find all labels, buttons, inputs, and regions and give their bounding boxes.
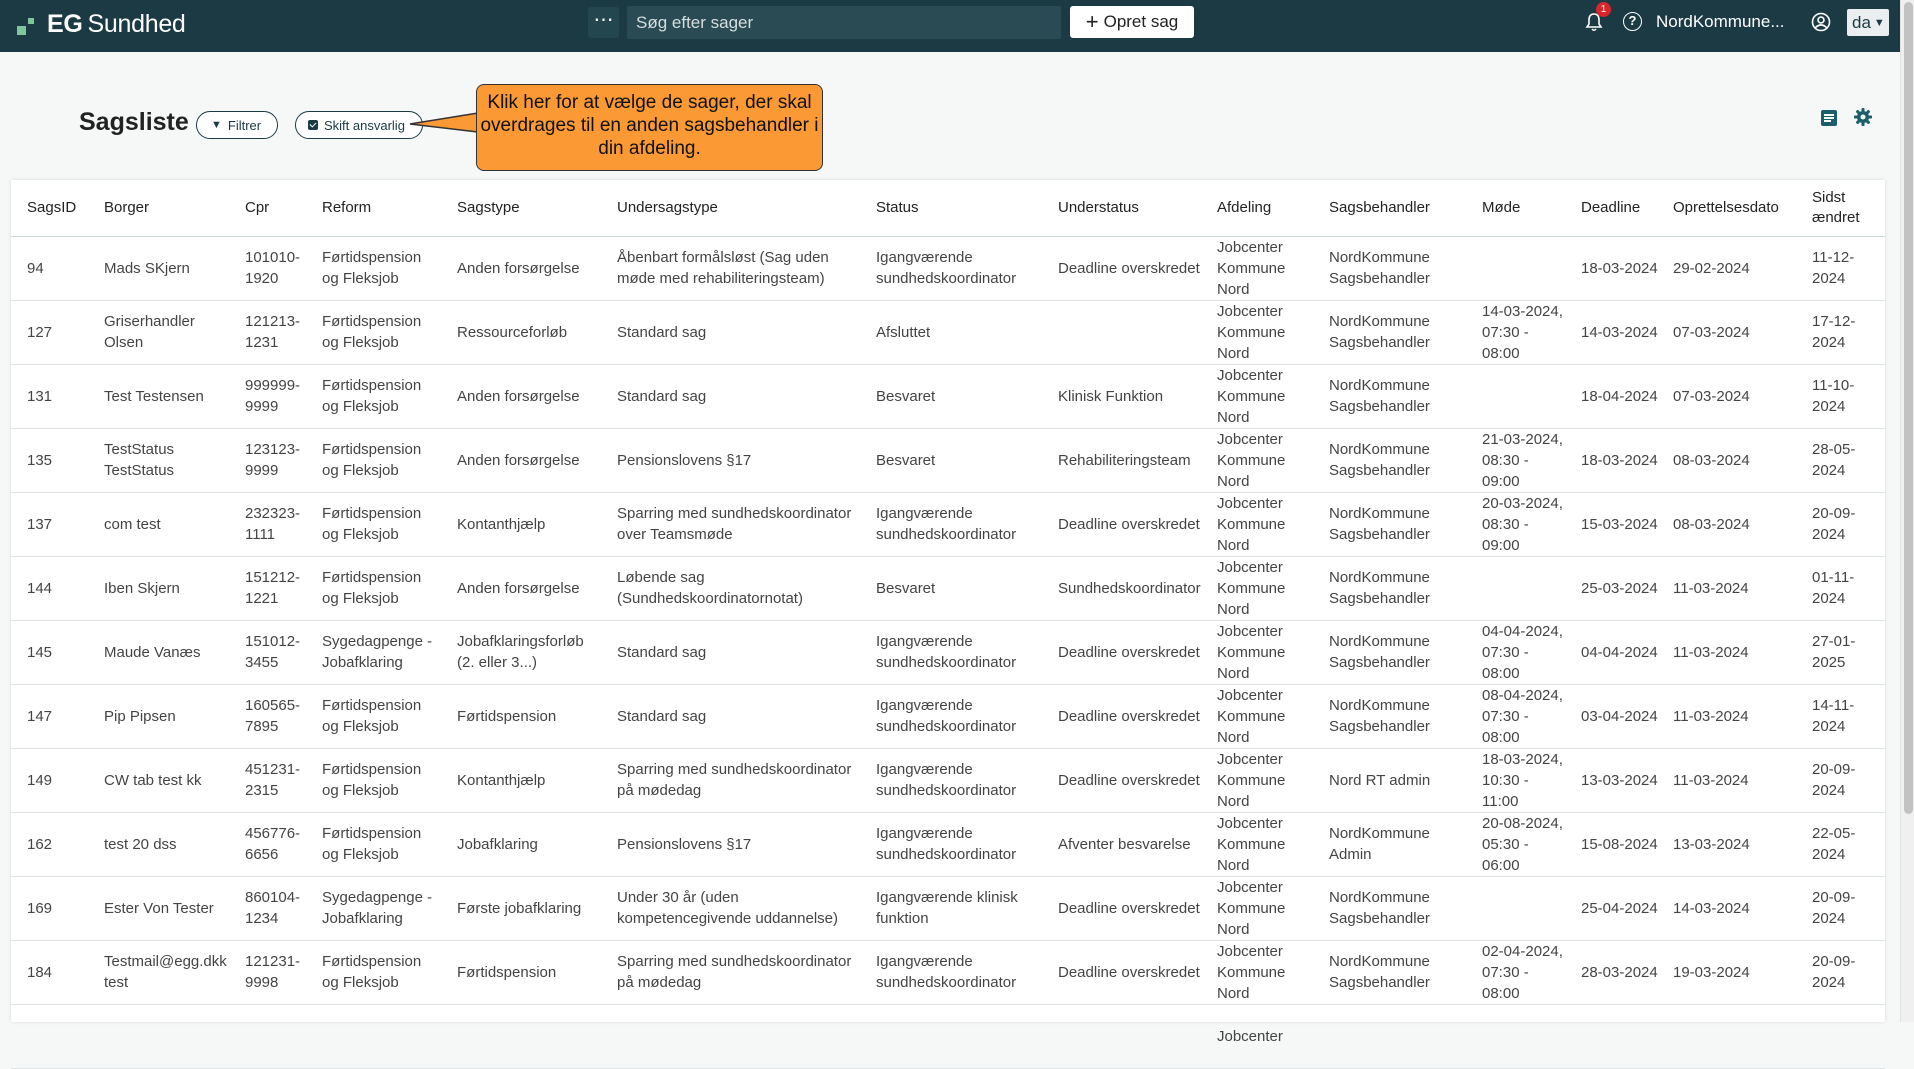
create-case-label: Opret sag (1103, 12, 1179, 31)
cell-borger (89, 1004, 230, 1068)
table-row[interactable] (11, 556, 1885, 620)
table-row[interactable] (11, 1004, 1885, 1068)
cell-status: Afsluttet (876, 323, 931, 341)
cell-cpr: 151012-3455 (245, 633, 301, 671)
cell-oprettelsesdato: 19-03-2024 (1673, 963, 1750, 981)
cell-sagstype: Anden forsørgelse (457, 259, 580, 277)
cell-sagsid: 94 (27, 259, 44, 277)
case-table-container (11, 180, 1885, 1045)
help-icon[interactable]: ? (1623, 12, 1642, 31)
cell-oprettelsesdato: 08-03-2024 (1673, 451, 1750, 469)
cell-cpr: 860104-1234 (245, 889, 301, 927)
cell-afdeling: Jobcenter Kommune Nord (1217, 750, 1286, 810)
filter-label: Filtrer (227, 117, 262, 133)
cell-undersagstype (602, 1004, 861, 1068)
cell-reform: Førtidspension og Fleksjob (322, 697, 422, 735)
cell-status: Besvaret (876, 579, 936, 597)
filter-button[interactable] (196, 111, 278, 139)
cell-sagsbehandler: NordKommune Sagsbehandler (1329, 377, 1430, 415)
cell-sidst-aendret: 11-10-2024 (1812, 377, 1855, 415)
cell-understatus: Deadline overskredet (1058, 707, 1200, 725)
scrollbar-thumb[interactable] (1904, 2, 1913, 814)
cell-sagsbehandler: NordKommune Sagsbehandler (1329, 249, 1430, 287)
brand-logo[interactable] (17, 10, 186, 39)
cell-mode: 08-04-2024, 07:30 - 08:00 (1482, 686, 1563, 746)
header-understatus[interactable]: Understatus (1058, 198, 1139, 216)
cell-sagsid: 127 (27, 323, 53, 341)
cell-sagsid: 162 (27, 835, 53, 853)
cell-sagstype: Første jobafklaring (457, 899, 582, 917)
header-reform[interactable]: Reform (322, 198, 372, 216)
cell-deadline: 18-03-2024 (1581, 451, 1658, 469)
header-cpr[interactable]: Cpr (245, 198, 270, 216)
cell-sidst-aendret: 14-11-2024 (1812, 697, 1855, 735)
cell-sagsbehandler: NordKommune Sagsbehandler (1329, 953, 1430, 991)
cell-oprettelsesdato: 07-03-2024 (1673, 387, 1750, 405)
cell-sagstype: Kontanthjælp (457, 515, 546, 533)
cell-borger: Mads SKjern (104, 259, 190, 277)
cell-sagsid: 137 (27, 515, 53, 533)
cell-mode (1467, 236, 1566, 300)
cell-sagsid: 135 (27, 451, 53, 469)
user-account-icon[interactable] (1811, 12, 1831, 32)
header-deadline[interactable]: Deadline (1581, 198, 1641, 216)
cell-sagsbehandler: NordKommune Sagsbehandler (1329, 889, 1430, 927)
cell-borger: Ester Von Tester (104, 899, 214, 917)
cell-mode: 14-03-2024, 07:30 - 08:00 (1482, 302, 1563, 362)
table-row[interactable] (11, 236, 1885, 300)
cell-afdeling: Jobcenter Kommune Nord (1217, 622, 1286, 682)
cell-borger: Griserhandler Olsen (104, 313, 195, 351)
cell-borger: Maude Vanæs (104, 643, 201, 661)
cell-deadline: 14-03-2024 (1581, 323, 1658, 341)
cell-undersagstype: Åbenbart formålsløst (Sag uden møde med rehabiliteringsteam) (617, 249, 829, 287)
cell-status: Igangværende sundhedskoordinator (876, 761, 1017, 799)
cell-oprettelsesdato: 11-03-2024 (1673, 771, 1749, 789)
header-mode[interactable]: Møde (1482, 198, 1521, 216)
page-scrollbar[interactable] (1900, 0, 1914, 1022)
cell-undersagstype: Standard sag (617, 707, 707, 725)
change-responsible-label: Skift ansvarlig (324, 117, 405, 133)
help-callout: Klik her for at vælge de sager, der skal overdrages til en anden sagsbehandler i din afdeling. (476, 84, 823, 171)
cell-mode: 04-04-2024, 07:30 - 08:00 (1482, 622, 1563, 682)
cell-mode (1467, 364, 1566, 428)
cell-sagsbehandler (1314, 1004, 1467, 1068)
cell-mode (1467, 1004, 1566, 1068)
cell-understatus: Klinisk Funktion (1058, 387, 1164, 405)
cell-sagsid: 147 (27, 707, 53, 725)
brand-prefix: EG (47, 10, 83, 38)
plus-icon: + (1085, 9, 1099, 34)
cell-mode (1467, 556, 1566, 620)
cell-understatus: Deadline overskredet (1058, 771, 1200, 789)
header-sagsbehandler[interactable]: Sagsbehandler (1329, 198, 1430, 216)
cell-sagstype: Jobafklaringsforløb (2. eller 3...) (457, 633, 584, 671)
cell-oprettelsesdato (1658, 1004, 1797, 1068)
cell-oprettelsesdato: 07-03-2024 (1673, 323, 1750, 341)
cell-status: Igangværende sundhedskoordinator (876, 505, 1017, 543)
cell-cpr: 160565-7895 (245, 697, 301, 735)
cell-deadline: 25-04-2024 (1581, 899, 1658, 917)
cell-cpr: 451231-2315 (245, 761, 301, 799)
cell-borger: Testmail@egg.dkk test (104, 953, 227, 991)
cell-borger: Test Testensen (104, 387, 204, 405)
cell-undersagstype: Løbende sag (Sundhedskoordinatornotat) (617, 569, 803, 607)
cell-status: Igangværende sundhedskoordinator (876, 633, 1017, 671)
cell-sagstype: Anden forsørgelse (457, 579, 580, 597)
cell-sidst-aendret (1797, 1004, 1885, 1068)
cell-mode: 21-03-2024, 08:30 - 09:00 (1482, 430, 1563, 490)
cell-sidst-aendret: 01-11-2024 (1812, 569, 1855, 607)
cell-undersagstype: Sparring med sundhedskoordinator på mødedag (617, 953, 852, 991)
page-title: Sagsliste (79, 108, 189, 136)
cell-sagstype: Førtidspension (457, 963, 557, 981)
cell-deadline: 15-03-2024 (1581, 515, 1658, 533)
case-table (11, 180, 1885, 1069)
cell-mode: 20-03-2024, 08:30 - 09:00 (1482, 494, 1563, 554)
cell-sidst-aendret: 20-09-2024 (1812, 953, 1856, 991)
cell-understatus (1043, 300, 1202, 364)
cell-sagstype (442, 1004, 602, 1068)
cell-afdeling: Jobcenter Kommune Nord (1217, 878, 1286, 938)
table-row[interactable] (11, 300, 1885, 364)
table-row[interactable] (11, 620, 1885, 684)
cell-cpr: 121231-9998 (245, 953, 301, 991)
cell-sagsbehandler: NordKommune Sagsbehandler (1329, 633, 1430, 671)
header-status[interactable]: Status (876, 198, 919, 216)
cell-undersagstype: Pensionslovens §17 (617, 451, 752, 469)
cell-mode (1467, 876, 1566, 940)
cell-sagstype: Jobafklaring (457, 835, 538, 853)
cell-sagsbehandler: NordKommune Sagsbehandler (1329, 697, 1430, 735)
cell-deadline: 18-04-2024 (1581, 387, 1658, 405)
cell-afdeling: Jobcenter Kommune Nord (1217, 814, 1286, 874)
cell-borger: com test (104, 515, 161, 533)
create-case-button[interactable] (1070, 6, 1194, 38)
cell-understatus: Deadline overskredet (1058, 643, 1200, 661)
cell-sagstype: Ressourceforløb (457, 323, 568, 341)
cell-sagsbehandler: Nord RT admin (1329, 771, 1431, 789)
cell-sidst-aendret: 27-01-2025 (1812, 633, 1856, 671)
cell-mode: 20-08-2024, 05:30 - 06:00 (1482, 814, 1563, 874)
cell-afdeling: Jobcenter Kommune Nord (1217, 302, 1286, 362)
cell-cpr: 232323-1111 (245, 505, 301, 543)
chevron-down-icon: ▼ (1873, 16, 1885, 29)
cell-understatus: Rehabiliteringsteam (1058, 451, 1191, 469)
cell-sagsbehandler: NordKommune Sagsbehandler (1329, 441, 1430, 479)
cell-status (861, 1004, 1043, 1068)
cell-sagsbehandler: NordKommune Sagsbehandler (1329, 569, 1430, 607)
cell-afdeling: Jobcenter Kommune Nord (1217, 686, 1286, 746)
cell-borger: Pip Pipsen (104, 707, 176, 725)
cell-sagsid: 131 (27, 387, 53, 405)
cell-reform (307, 1004, 442, 1068)
cell-undersagstype: Sparring med sundhedskoordinator over Teamsmøde (617, 505, 852, 543)
table-row[interactable] (11, 876, 1885, 940)
cell-undersagstype: Pensionslovens §17 (617, 835, 752, 853)
cell-deadline: 04-04-2024 (1581, 643, 1658, 661)
cell-borger: test 20 dss (104, 835, 177, 853)
top-bar (0, 0, 1900, 52)
cell-sagsbehandler: NordKommune Sagsbehandler (1329, 313, 1430, 351)
cell-sagsid: 145 (27, 643, 53, 661)
search-input[interactable] (627, 6, 1061, 39)
cell-undersagstype: Standard sag (617, 643, 707, 661)
cell-sagsid (11, 1004, 89, 1068)
table-row[interactable] (11, 492, 1885, 556)
cell-cpr: 151212-1221 (245, 569, 301, 607)
cell-sidst-aendret: 20-09-2024 (1812, 505, 1856, 543)
cell-oprettelsesdato: 11-03-2024 (1673, 707, 1749, 725)
header-sagstype[interactable]: Sagstype (457, 198, 520, 216)
header-borger[interactable]: Borger (104, 198, 150, 216)
cell-reform: Førtidspension og Fleksjob (322, 377, 422, 415)
callout-pointer (408, 110, 480, 136)
table-row[interactable] (11, 748, 1885, 812)
cell-reform: Førtidspension og Fleksjob (322, 825, 422, 863)
cell-understatus: Deadline overskredet (1058, 515, 1200, 533)
table-row[interactable] (11, 428, 1885, 492)
cell-deadline: 15-08-2024 (1581, 835, 1658, 853)
cell-undersagstype: Under 30 år (uden kompetencegivende uddannelse) (617, 889, 838, 927)
cell-borger: CW tab test kk (104, 771, 202, 789)
cell-cpr: 101010-1920 (245, 249, 301, 287)
cell-afdeling: Jobcenter Kommune Nord (1217, 494, 1286, 554)
cell-oprettelsesdato: 08-03-2024 (1673, 515, 1750, 533)
checkbox-icon (308, 120, 318, 130)
table-row[interactable] (11, 684, 1885, 748)
cell-sagstype: Kontanthjælp (457, 771, 546, 789)
header-afdeling[interactable]: Afdeling (1217, 198, 1272, 216)
cell-afdeling: Jobcenter (1217, 1027, 1283, 1045)
cell-sagsbehandler: NordKommune Admin (1329, 825, 1430, 863)
cell-status: Igangværende sundhedskoordinator (876, 953, 1017, 991)
cell-deadline: 18-03-2024 (1581, 259, 1658, 277)
cell-undersagstype: Standard sag (617, 387, 707, 405)
cell-reform: Førtidspension og Fleksjob (322, 441, 422, 479)
cell-deadline: 03-04-2024 (1581, 707, 1658, 725)
cell-sidst-aendret: 28-05-2024 (1812, 441, 1856, 479)
cell-sagsid: 169 (27, 899, 53, 917)
cell-status: Igangværende sundhedskoordinator (876, 825, 1017, 863)
cell-sidst-aendret: 20-09-2024 (1812, 889, 1856, 927)
change-responsible-button[interactable] (295, 111, 423, 139)
cell-oprettelsesdato: 11-03-2024 (1673, 643, 1749, 661)
notification-badge: 1 (1596, 2, 1611, 17)
cell-sagsid: 184 (27, 963, 53, 981)
cell-status: Besvaret (876, 451, 936, 469)
cell-sagstype: Anden forsørgelse (457, 451, 580, 469)
cell-status: Igangværende klinisk funktion (876, 889, 1018, 927)
cell-cpr: 121213-1231 (245, 313, 301, 351)
settings-gear-icon[interactable] (1853, 107, 1873, 127)
cell-borger: TestStatus TestStatus (104, 441, 175, 479)
cell-mode: 18-03-2024, 10:30 - 11:00 (1482, 750, 1563, 810)
header-sagsid[interactable]: SagsID (27, 198, 77, 216)
cell-cpr (230, 1004, 307, 1068)
cell-cpr: 999999-9999 (245, 377, 301, 415)
language-value: da (1852, 12, 1871, 32)
cell-oprettelsesdato: 13-03-2024 (1673, 835, 1750, 853)
cell-afdeling: Jobcenter Kommune Nord (1217, 430, 1286, 490)
cell-understatus: Deadline overskredet (1058, 963, 1200, 981)
table-body (11, 236, 1885, 1068)
cell-oprettelsesdato: 14-03-2024 (1673, 899, 1750, 917)
cell-sidst-aendret: 11-12-2024 (1812, 249, 1855, 287)
cell-sidst-aendret: 20-09-2024 (1812, 761, 1856, 799)
cell-reform: Førtidspension og Fleksjob (322, 569, 422, 607)
table-header-row (11, 180, 1885, 236)
cell-sagstype: Førtidspension (457, 707, 557, 725)
cell-reform: Førtidspension og Fleksjob (322, 313, 422, 351)
cell-understatus: Sundhedskoordinator (1058, 579, 1201, 597)
cell-undersagstype: Sparring med sundhedskoordinator på mødedag (617, 761, 852, 799)
cell-afdeling: Jobcenter Kommune Nord (1217, 238, 1286, 298)
cell-cpr: 456776-6656 (245, 825, 301, 863)
filter-icon: ▼ (211, 119, 222, 131)
table-row[interactable] (11, 364, 1885, 428)
cell-status: Besvaret (876, 387, 936, 405)
cell-status: Igangværende sundhedskoordinator (876, 249, 1017, 287)
table-row[interactable] (11, 812, 1885, 876)
cell-sagsid: 144 (27, 579, 53, 597)
cell-deadline (1566, 1004, 1658, 1068)
cell-understatus (1043, 1004, 1202, 1068)
cell-afdeling: Jobcenter Kommune Nord (1217, 558, 1286, 618)
cell-mode: 02-04-2024, 07:30 - 08:00 (1482, 942, 1563, 1002)
cell-understatus: Deadline overskredet (1058, 259, 1200, 277)
cell-cpr: 123123-9999 (245, 441, 301, 479)
cell-deadline: 28-03-2024 (1581, 963, 1658, 981)
cell-sidst-aendret: 17-12-2024 (1812, 313, 1856, 351)
header-sidst-aendret[interactable]: Sidst ændret (1812, 188, 1860, 226)
cell-borger: Iben Skjern (104, 579, 180, 597)
header-undersagstype[interactable]: Undersagstype (617, 198, 718, 216)
more-menu-button[interactable]: ⋯ (588, 7, 619, 38)
cell-reform: Førtidspension og Fleksjob (322, 761, 422, 799)
cell-reform: Sygedagpenge - Jobafklaring (322, 889, 433, 927)
list-view-icon[interactable] (1821, 110, 1837, 126)
cell-reform: Førtidspension og Fleksjob (322, 953, 422, 991)
cell-oprettelsesdato: 11-03-2024 (1673, 579, 1749, 597)
cell-sidst-aendret: 22-05-2024 (1812, 825, 1856, 863)
cell-sagsid: 149 (27, 771, 53, 789)
cell-oprettelsesdato: 29-02-2024 (1673, 259, 1750, 277)
cell-understatus: Afventer besvarelse (1058, 835, 1191, 853)
cell-sagstype: Anden forsørgelse (457, 387, 580, 405)
language-select[interactable] (1847, 9, 1889, 36)
cell-undersagstype: Standard sag (617, 323, 707, 341)
header-oprettelsesdato[interactable]: Oprettelsesdato (1673, 198, 1779, 216)
logo-mark-icon (17, 14, 39, 36)
cell-understatus: Deadline overskredet (1058, 899, 1200, 917)
cell-deadline: 13-03-2024 (1581, 771, 1658, 789)
user-name[interactable]: NordKommune... (1656, 12, 1785, 31)
cell-afdeling: Jobcenter Kommune Nord (1217, 942, 1286, 1002)
cell-reform: Førtidspension og Fleksjob (322, 505, 422, 543)
brand-name: Sundhed (87, 10, 186, 38)
table-row[interactable] (11, 940, 1885, 1004)
cell-reform: Sygedagpenge - Jobafklaring (322, 633, 433, 671)
cell-afdeling: Jobcenter Kommune Nord (1217, 366, 1286, 426)
cell-status: Igangværende sundhedskoordinator (876, 697, 1017, 735)
cell-sagsbehandler: NordKommune Sagsbehandler (1329, 505, 1430, 543)
cell-reform: Førtidspension og Fleksjob (322, 249, 422, 287)
cell-deadline: 25-03-2024 (1581, 579, 1658, 597)
